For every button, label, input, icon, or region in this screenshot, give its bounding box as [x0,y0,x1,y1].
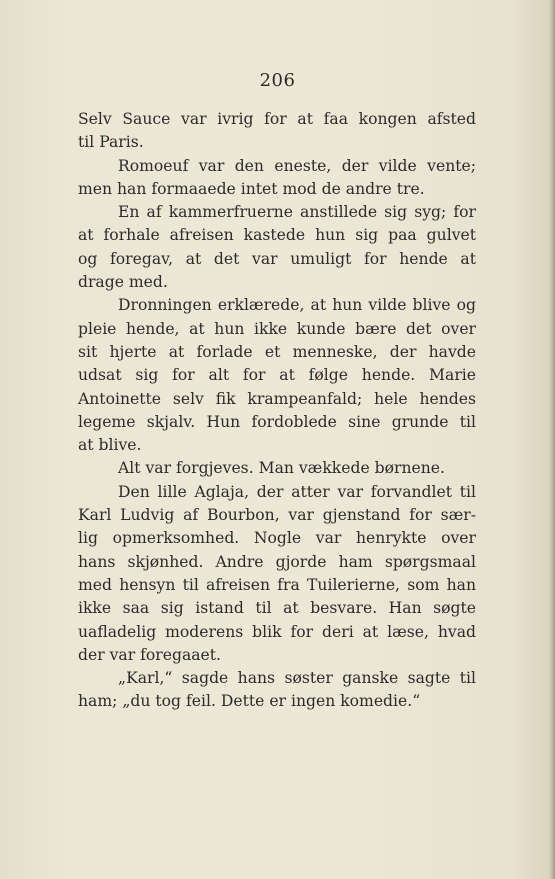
body-text [78,108,476,714]
page-edge-shadow [549,0,555,879]
text-line: hans skjønhed. Andre gjorde ham spørgsmaal [78,552,476,571]
text-line: at blive. [78,436,142,455]
text-line: legeme skjalv. Hun fordoblede sine grunde til [78,412,476,431]
text-line: Romoeuf var den eneste, der vilde vente; [118,156,476,175]
text-line: En af kammerfruerne anstillede sig syg; for [118,203,476,222]
text-line: men han formaaede intet mod de andre tre. [78,179,425,198]
text-line: uafladelig moderens blik for deri at læse, hvad [78,622,476,641]
text-line: Karl Ludvig af Bourbon, var gjenstand for sær- [78,506,476,525]
text-line: at forhale afreisen kastede hun sig paa gulvet [78,226,476,245]
text-line: Dronningen erklærede, at hun vilde blive og [118,296,476,315]
text-line: Antoinette selv fik krampeanfald; hele hendes [78,389,476,408]
text-line: til Paris. [78,133,144,152]
page-number: 206 [259,70,296,91]
text-line: „Karl,“ sagde hans søster ganske sagte til [118,669,476,688]
text-line: sit hjerte at forlade et menneske, der havde [78,342,476,361]
text-line: ham; „du tog feil. Dette er ingen komedie.“ [78,692,421,711]
text-line: ikke saa sig istand til at besvare. Han søgte [78,599,476,618]
text-line: pleie hende, at hun ikke kunde bære det over [78,319,476,338]
text-line: der var foregaaet. [78,645,222,664]
text-line: lig opmerksomhed. Nogle var henrykte over [78,529,476,548]
text-line: Alt var forgjeves. Man vækkede børnene. [118,459,445,478]
text-line: og foregav, at det var umuligt for hende at [78,249,476,268]
text-line: med hensyn til afreisen fra Tuilerierne, som han [78,575,476,594]
text-line: drage med. [78,273,168,292]
text-line: udsat sig for alt for at følge hende. Marie [78,366,476,385]
text-line: Selv Sauce var ivrig for at faa kongen afsted [78,110,476,128]
text-line: Den lille Aglaja, der atter var forvandlet til [118,482,476,501]
